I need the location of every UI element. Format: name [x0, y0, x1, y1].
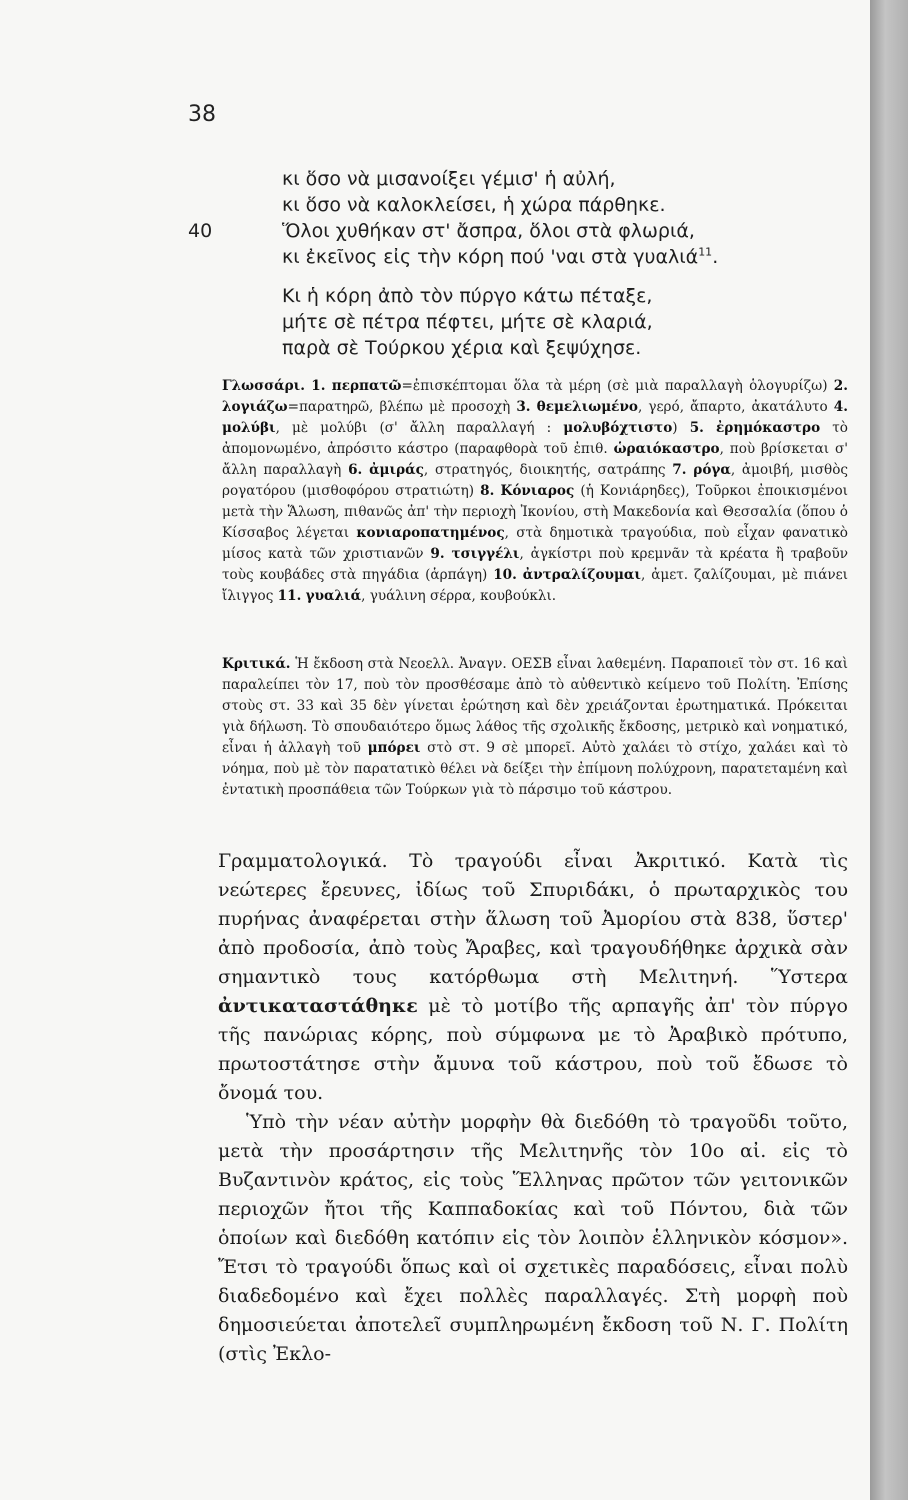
poem-line: Κι ἡ κόρη ἀπὸ τὸν πύργο κάτω πέταξε,	[282, 285, 653, 307]
grammatology-label: Γραμματολογικά.	[218, 850, 388, 872]
scan-edge	[870, 0, 908, 1500]
line-number: 40	[188, 220, 213, 242]
glossary-entry: ὡραιόκαστρο, ποὺ βρίσκεται σ' ἄλλη παραλλαγὴ	[222, 441, 848, 478]
glossary-entry: 6. ἀμιράς, στρατηγός, διοικητής, σατράπης	[348, 462, 666, 478]
glossary-entry: 4. μολύβι, μὲ μολύβι (σ' ἄλλη παραλλαγή :	[222, 399, 848, 436]
grammatology-bold-word: ἀντικαταστάθηκε	[218, 995, 418, 1017]
glossary-entry: μολυβόχτιστο)	[563, 420, 678, 436]
grammatology-para-2: Ὑπὸ τὴν νέαν αὐτὴν μορφὴν θὰ διεδόθη τὸ τραγοῦδι τοῦτο, μετὰ τὴν προσάρτησιν τῆς Μελιτηνῆς τὸν 10ο αἰ. εἰς τὸ Βυζαντινὸν κράτος, εἰς τοὺς Ἕλληνας πρῶτον τῶν γειτονικῶν περιοχῶν ἤτοι τῆς Καππαδοκίας καὶ τοῦ Πόντου, διὰ τῶν ὁποίων καὶ διεδόθη κατόπιν εἰς τὸν λοιπὸν ἑλληνικὸν κόσμον». Ἔτσι τὸ τραγούδι ὅπως καὶ οἱ σχετικὲς παραδόσεις, εἶναι πολὺ διαδεδομένο καὶ ἔχει πολλὲς παραλλαγές. Στὴ μορφὴ ποὺ δημοσιεύεται ἀποτελεῖ συμπληρωμένη ἔκδοση τοῦ Ν. Γ. Πολίτη (στὶς Ἐκλο-	[218, 1111, 848, 1365]
glossary-text	[222, 376, 848, 607]
grammatology	[218, 847, 848, 1369]
poem-line: κι ὅσο νὰ καλοκλείσει, ἡ χώρα πάρθηκε.	[282, 194, 666, 216]
poem-line: κι ὅσο νὰ μισανοίξει γέμισ' ἡ αὐλή,	[282, 168, 616, 190]
poem-line: παρὰ σὲ Τούρκου χέρια καὶ ξεψύχησε.	[282, 337, 642, 359]
glossary-entry: 1. περπατῶ=ἐπισκέπτομαι ὅλα τὰ μέρη (σὲ μιὰ παραλλαγὴ ὁλογυρίζω)	[311, 378, 828, 394]
glossary-entry: 10. ἀντραλίζουμαι, ἀμετ. ζαλίζουμαι, μὲ πιάνει ἴλιγγος	[222, 567, 849, 604]
poem-line-text: κι ἐκεῖνος εἰς τὴν κόρη πού 'ναι στὰ γυαλιά	[282, 246, 699, 268]
glossary-entry: κονιαροπατημένος, στὰ δημοτικὰ τραγούδια, ποὺ εἶχαν φανατικὸ μίσος κατὰ τῶν χριστιανῶν	[222, 525, 848, 562]
footnote-ref: 11	[698, 245, 713, 259]
glossary	[222, 376, 848, 607]
page-number: 38	[188, 102, 216, 127]
glossary-entry: 3. θεμελιωμένο, γερό, ἄπαρτο, ἀκατάλυτο	[516, 399, 828, 415]
critique	[222, 654, 848, 801]
glossary-entry: 11. γυαλιά, γυάλινη σέρρα, κουβούκλι.	[277, 588, 557, 604]
glossary-entry: 8. Κόνιαρος (ἡ Κονιάρηδες), Τοῦρκοι ἐποικισμένοι μετὰ τὴν Ἅλωση, πιθανῶς ἀπ' τὴν περιοχὴ Ἰκονίου, στὴ Μακεδονία καὶ Θεσσαλία (ὅπου ὁ Κίσσαβος λέγεται	[222, 483, 848, 541]
poem-line: Ὅλοι χυθήκαν στ' ἄσπρα, ὅλοι στὰ φλωριά,	[282, 220, 695, 242]
glossary-label: Γλωσσάρι.	[222, 378, 305, 394]
glossary-entry: 9. τσιγγέλι, ἀγκίστρι ποὺ κρεμνᾶν τὰ κρέατα ἢ τραβοῦν τοὺς κουβάδες στὰ πηγάδια (ἁρπάγη)	[222, 546, 848, 583]
glossary-entry: 7. ρόγα, ἀμοιβή, μισθὸς ρογατόρου (μισθοφόρου στρατιώτη)	[222, 462, 848, 499]
grammatology-para-1: Γραμματολογικά. Τὸ τραγούδι εἶναι Ἀκριτικό. Κατὰ τὶς νεώτερες ἔρευνες, ἰδίως τοῦ Σπυριδάκι, ὁ πρωταρχικὸς του πυρήνας ἀναφέρεται στὴν ἅλωση τοῦ Ἀμορίου στὰ 838, ὕστερ' ἀπὸ προδοσία, ἀπὸ τοὺς Ἄραβες, καὶ τραγουδήθηκε ἀρχικὰ σὰν σημαντικὸ τους κατόρθωμα στὴ Μελιτηνή. Ὕστερα ἀντικαταστάθηκε μὲ τὸ μοτίβο τῆς αρπαγῆς ἀπ' τὸν πύργο τῆς πανώριας κόρης, ποὺ σύμφωνα με τὸ Ἀραβικὸ πρότυπο, πρωτοστάτησε στὴν ἄμυνα τοῦ κάστρου, ποὺ τοῦ ἔδωσε τὸ ὄνομά του.	[218, 850, 848, 1104]
critique-label: Κριτικά.	[222, 656, 291, 672]
critique-text: Κριτικά. Ἡ ἔκδοση στὰ Νεοελλ. Ἀναγν. ΟΕΣΒ εἶναι λαθεμένη. Παραποιεῖ τὸν στ. 16 καὶ παραλείπει τὸν 17, ποὺ τὸν προσθέσαμε ἀπὸ τὸ αὐθεντικὸ κείμενο τοῦ Πολίτη. Ἐπίσης στοὺς στ. 33 καὶ 35 δὲν γίνεται ἐρώτηση καὶ δὲν χρειάζονται ἐρωτηματικά. Πρόκειται γιὰ δήλωση. Τὸ σπουδαιότερο ὅμως λάθος τῆς σχολικῆς ἔκδοσης, μετρικὸ καὶ νοηματικό, εἶναι ἡ ἀλλαγὴ τοῦ μπόρει στὸ στ. 9 σὲ μπορεῖ. Αὐτὸ χαλάει τὸ στίχο, χαλάει καὶ τὸ νόημα, ποὺ μὲ τὸν παρατατικὸ θέλει νὰ δείξει τὴν ἐπίμονη πολύχρονη, παρατεταμένη καὶ ἐντατικὴ προσπάθεια τῶν Τούρκων γιὰ τὸ πάρσιμο τοῦ κάστρου.	[222, 656, 848, 798]
poem-line: μήτε σὲ πέτρα πέφτει, μήτε σὲ κλαριά,	[282, 311, 653, 333]
glossary-entry: 2. λογιάζω=παρατηρῶ, βλέπω μὲ προσοχὴ	[222, 378, 848, 415]
glossary-entry: 5. ἐρημόκαστρο τὸ ἀπομονωμένο, ἀπρόσιτο κάστρο (παραφθορὰ τοῦ ἐπιθ.	[222, 420, 848, 457]
poem-line: κι ἐκεῖνος εἰς τὴν κόρη πού 'ναι στὰ γυαλιά$^{11}$.	[282, 245, 719, 268]
critique-bold-word: μπόρει	[367, 740, 421, 756]
